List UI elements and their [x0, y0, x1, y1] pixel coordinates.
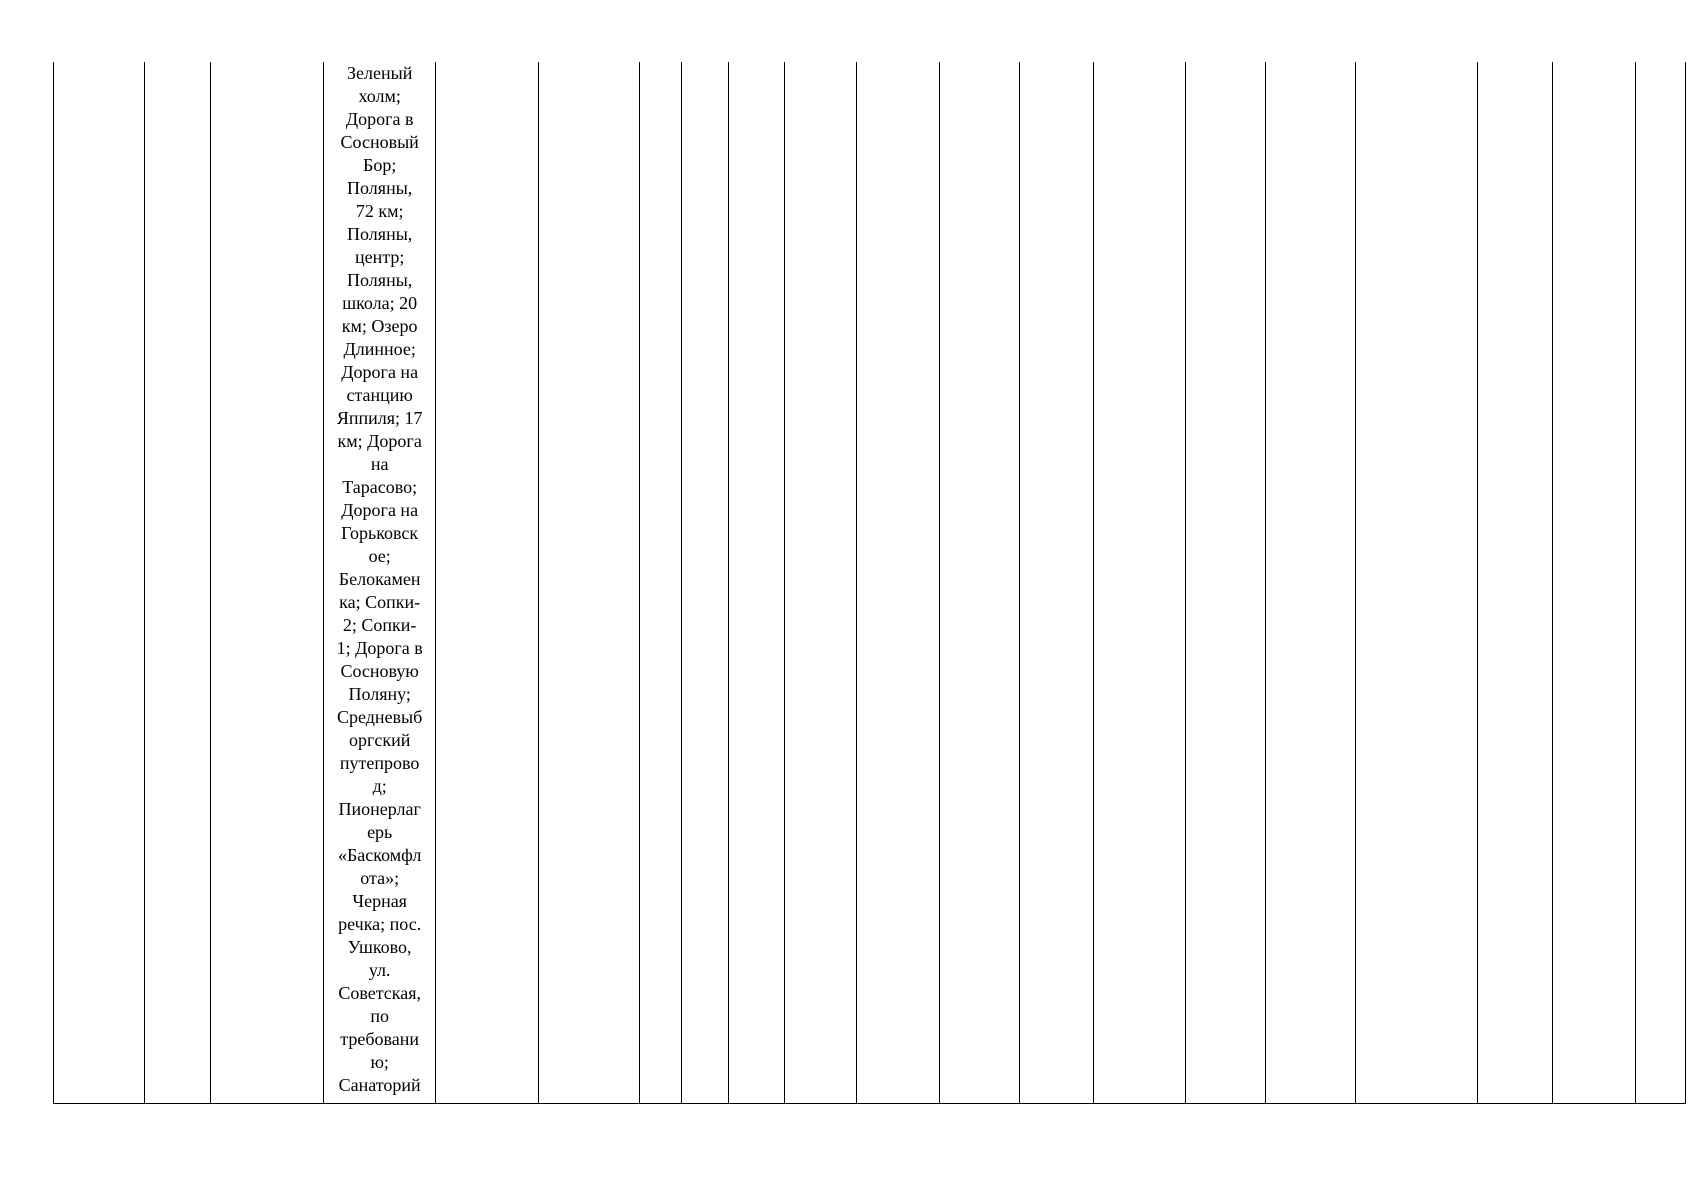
stops-line: по: [370, 1006, 389, 1026]
table-cell: [729, 62, 785, 1104]
stops-line: Дорога на: [341, 500, 419, 520]
stops-line: речка; пос.: [338, 914, 422, 934]
stops-list-text: [324, 62, 435, 1097]
stops-line: км; Озеро: [341, 316, 418, 336]
table-cell: [1265, 62, 1355, 1104]
stops-line: Поляну;: [348, 684, 411, 704]
stops-line: Тарасово;: [342, 477, 418, 497]
stops-line: требовани: [340, 1029, 420, 1049]
stops-line: Горьковск: [341, 523, 419, 543]
stops-line: Белокамен: [338, 569, 421, 589]
stops-line: 2; Сопки-: [342, 615, 417, 635]
stops-line: станцию: [346, 385, 413, 405]
stops-line: Поляны,: [347, 224, 413, 244]
stops-line: школа; 20: [342, 293, 418, 313]
table-cell: [1019, 62, 1093, 1104]
table-cell: [1477, 62, 1552, 1104]
stops-line: Черная: [352, 891, 407, 911]
stops-line: Яппиля; 17: [336, 408, 423, 428]
table-cell: [1185, 62, 1265, 1104]
stops-line: центр;: [355, 247, 405, 267]
stops-line: оргский: [348, 730, 411, 750]
table-cell: [539, 62, 640, 1104]
stops-line: 1; Дорога в: [336, 638, 423, 658]
table-cell: [1635, 62, 1685, 1104]
stops-line: ота»;: [360, 868, 400, 888]
stops-line: Поляны,: [347, 270, 413, 290]
stops-line: км; Дорога: [337, 431, 422, 451]
stops-line: на: [370, 454, 389, 474]
table-cell: [940, 62, 1019, 1104]
table-cell: [640, 62, 682, 1104]
stops-line: ерь: [367, 822, 393, 842]
route-table: [53, 62, 1686, 1104]
stops-line: д;: [372, 776, 387, 796]
stops-line: ю;: [370, 1052, 389, 1072]
table-cell: [211, 62, 324, 1104]
table-cell: [436, 62, 539, 1104]
table-cell: [145, 62, 211, 1104]
stops-line: путепрово: [339, 753, 420, 773]
table-cell: [785, 62, 857, 1104]
stops-line: Зеленый: [347, 63, 413, 83]
stops-line: Средневыб: [337, 707, 423, 727]
stops-line: «Баскомфл: [337, 845, 422, 865]
table-cell: [54, 62, 145, 1104]
stops-line: ое;: [368, 546, 391, 566]
stops-line: Советская,: [338, 983, 422, 1003]
stops-line: холм;: [358, 86, 401, 106]
table-row: [54, 62, 1686, 1104]
stops-line: Сосновую: [340, 661, 419, 681]
stops-line: Бор;: [363, 155, 397, 175]
table-cell: [1552, 62, 1635, 1104]
table-cell: [682, 62, 729, 1104]
table-cell: [857, 62, 940, 1104]
stops-line: 72 км;: [355, 201, 404, 221]
stops-line: ка; Сопки-: [339, 592, 421, 612]
stops-line: ул.: [368, 960, 391, 980]
stops-line: Сосновый: [340, 132, 419, 152]
stops-line: Дорога в: [345, 109, 414, 129]
table-cell: [1355, 62, 1477, 1104]
stops-line: Пионерлаг: [338, 799, 421, 819]
stops-line: Ушково,: [347, 937, 412, 957]
stops-line: Поляны,: [347, 178, 413, 198]
stops-list-cell: [324, 62, 436, 1104]
stops-line: Длинное;: [343, 339, 416, 359]
table-cell: [1093, 62, 1185, 1104]
stops-line: Санаторий: [338, 1075, 421, 1095]
stops-line: Дорога на: [341, 362, 419, 382]
